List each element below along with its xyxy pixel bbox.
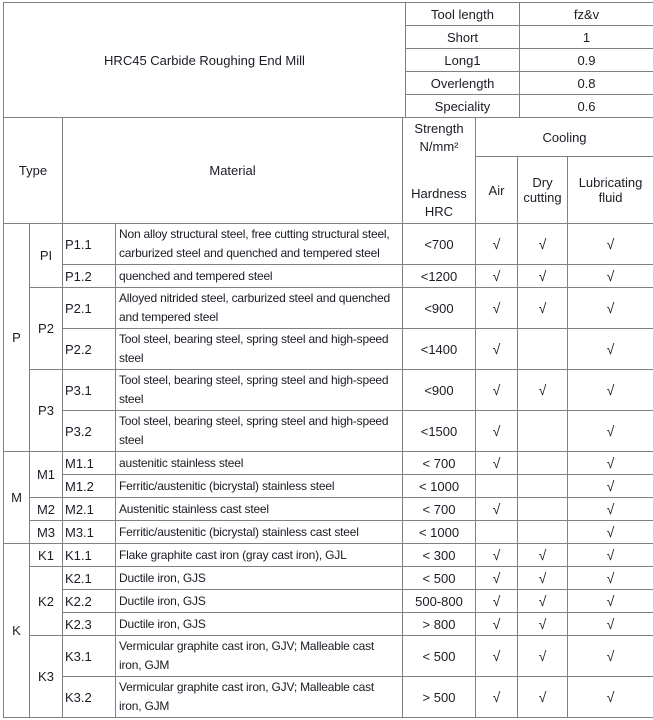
hardness-line2: HRC [404, 203, 474, 221]
material-table-body [4, 224, 653, 718]
dry-cutting-check-cell [518, 329, 568, 370]
table-row [4, 329, 653, 370]
strength-value-cell: <1200 [403, 265, 476, 288]
type-subgroup-cell: M3 [30, 521, 63, 544]
factor-value: 1 [520, 26, 653, 49]
type-code-cell: M1.2 [63, 475, 116, 498]
factor-value: 0.8 [520, 72, 653, 95]
dry-cutting-check-cell [518, 475, 568, 498]
dry-cutting-check-cell: √ [518, 636, 568, 677]
type-code-cell: P3.2 [63, 411, 116, 452]
table-row [4, 452, 653, 475]
air-check-cell: √ [476, 636, 518, 677]
dry-cutting-check-cell: √ [518, 590, 568, 613]
strength-value-cell: < 500 [403, 636, 476, 677]
type-subgroup-cell: M2 [30, 498, 63, 521]
factor-value: 0.9 [520, 49, 653, 72]
air-check-cell: √ [476, 613, 518, 636]
air-check-cell [476, 521, 518, 544]
header-row [4, 118, 653, 157]
type-code-cell: P1.2 [63, 265, 116, 288]
type-code-cell: M2.1 [63, 498, 116, 521]
strength-value-cell: <700 [403, 224, 476, 265]
type-subgroup-cell: M1 [30, 452, 63, 498]
tool-length-label: Speciality [406, 95, 520, 118]
material-cell: Tool steel, bearing steel, spring steel and high-speed steel [116, 411, 403, 452]
strength-value-cell: < 1000 [403, 475, 476, 498]
table-row [4, 677, 653, 718]
material-cell: Tool steel, bearing steel, spring steel and high-speed steel [116, 370, 403, 411]
table-row [4, 567, 653, 590]
air-check-cell: √ [476, 544, 518, 567]
dry-cutting-check-cell [518, 452, 568, 475]
material-cell: Flake graphite cast iron (gray cast iron), GJL [116, 544, 403, 567]
strength-value-cell: <900 [403, 370, 476, 411]
strength-value-cell: > 800 [403, 613, 476, 636]
type-group-cell: P [4, 224, 30, 452]
lubricating-check-cell: √ [568, 498, 653, 521]
strength-value-cell: > 500 [403, 677, 476, 718]
air-check-cell: √ [476, 265, 518, 288]
strength-hardness-header [403, 118, 476, 224]
lubricating-check-cell: √ [568, 567, 653, 590]
table-row [4, 224, 653, 265]
lubricating-check-cell: √ [568, 521, 653, 544]
lubricating-check-cell: √ [568, 452, 653, 475]
fzv-header: fz&v [520, 3, 653, 26]
dry-cutting-column-header: Dry cutting [518, 157, 568, 224]
dry-cutting-check-cell [518, 521, 568, 544]
air-check-cell: √ [476, 370, 518, 411]
material-cell: Ferritic/austenitic (bicrystal) stainless cast steel [116, 521, 403, 544]
product-title: HRC45 Carbide Roughing End Mill [4, 3, 406, 118]
table-row [4, 370, 653, 411]
table-row [4, 498, 653, 521]
type-code-cell: P2.1 [63, 288, 116, 329]
strength-line2: N/mm² [404, 138, 474, 156]
type-code-cell: K2.3 [63, 613, 116, 636]
lubricating-check-cell: √ [568, 613, 653, 636]
type-code-cell: K2.2 [63, 590, 116, 613]
table-row [4, 613, 653, 636]
table-row [4, 3, 653, 26]
hardness-label [404, 185, 474, 221]
type-code-cell: K3.1 [63, 636, 116, 677]
lubricating-check-cell: √ [568, 475, 653, 498]
material-cell: Alloyed nitrided steel, carburized steel and quenched and tempered steel [116, 288, 403, 329]
type-code-cell: P2.2 [63, 329, 116, 370]
material-cell: quenched and tempered steel [116, 265, 403, 288]
lubricating-check-cell: √ [568, 411, 653, 452]
material-cell: Austenitic stainless cast steel [116, 498, 403, 521]
type-subgroup-cell: PI [30, 224, 63, 288]
type-column-header: Type [4, 118, 63, 224]
strength-value-cell: <900 [403, 288, 476, 329]
dry-cutting-check-cell: √ [518, 288, 568, 329]
type-code-cell: K1.1 [63, 544, 116, 567]
dry-cutting-check-cell [518, 411, 568, 452]
material-cell: Tool steel, bearing steel, spring steel and high-speed steel [116, 329, 403, 370]
material-cell: Ferritic/austenitic (bicrystal) stainless steel [116, 475, 403, 498]
type-subgroup-cell: K3 [30, 636, 63, 718]
tool-length-label: Short [406, 26, 520, 49]
cooling-column-header: Cooling [476, 118, 653, 157]
strength-value-cell: <1500 [403, 411, 476, 452]
strength-hardness-stack [404, 120, 474, 221]
material-cell: Vermicular graphite cast iron, GJV; Malleable cast iron, GJM [116, 677, 403, 718]
air-check-cell [476, 475, 518, 498]
lubricating-check-cell: √ [568, 224, 653, 265]
air-check-cell: √ [476, 411, 518, 452]
type-code-cell: M1.1 [63, 452, 116, 475]
material-cell: Vermicular graphite cast iron, GJV; Malleable cast iron, GJM [116, 636, 403, 677]
dry-cutting-check-cell: √ [518, 224, 568, 265]
material-cell: Ductile iron, GJS [116, 613, 403, 636]
strength-label [404, 120, 474, 156]
lubricating-fluid-column-header: Lubricating fluid [568, 157, 653, 224]
type-subgroup-cell: P2 [30, 288, 63, 370]
table-row [4, 521, 653, 544]
type-subgroup-cell: P3 [30, 370, 63, 452]
dry-cutting-check-cell: √ [518, 677, 568, 718]
air-column-header: Air [476, 157, 518, 224]
dry-cutting-check-cell: √ [518, 370, 568, 411]
type-subgroup-cell: K1 [30, 544, 63, 567]
dry-cutting-check-cell: √ [518, 544, 568, 567]
lubricating-check-cell: √ [568, 265, 653, 288]
type-code-cell: K3.2 [63, 677, 116, 718]
material-cell: Ductile iron, GJS [116, 567, 403, 590]
table-row [4, 288, 653, 329]
air-check-cell: √ [476, 224, 518, 265]
type-subgroup-cell: K2 [30, 567, 63, 636]
lubricating-check-cell: √ [568, 590, 653, 613]
type-group-cell: K [4, 544, 30, 718]
strength-value-cell: < 700 [403, 498, 476, 521]
type-group-cell: M [4, 452, 30, 544]
air-check-cell: √ [476, 567, 518, 590]
table-row [4, 590, 653, 613]
air-check-cell: √ [476, 329, 518, 370]
type-code-cell: P3.1 [63, 370, 116, 411]
material-cell: Non alloy structural steel, free cutting structural steel, carburized steel and quenched and tempered steel [116, 224, 403, 265]
factor-value: 0.6 [520, 95, 653, 118]
lubricating-check-cell: √ [568, 288, 653, 329]
dry-cutting-check-cell: √ [518, 613, 568, 636]
table-row [4, 265, 653, 288]
tool-length-factor-table [3, 2, 653, 118]
strength-value-cell: 500-800 [403, 590, 476, 613]
table-row [4, 544, 653, 567]
type-code-cell: P1.1 [63, 224, 116, 265]
air-check-cell: √ [476, 452, 518, 475]
lubricating-check-cell: √ [568, 677, 653, 718]
strength-value-cell: < 700 [403, 452, 476, 475]
strength-line1: Strength [404, 120, 474, 138]
air-check-cell: √ [476, 498, 518, 521]
dry-cutting-check-cell: √ [518, 265, 568, 288]
lubricating-check-cell: √ [568, 370, 653, 411]
type-code-cell: K2.1 [63, 567, 116, 590]
tool-length-label: Overlength [406, 72, 520, 95]
air-check-cell: √ [476, 677, 518, 718]
strength-value-cell: < 1000 [403, 521, 476, 544]
lubricating-check-cell: √ [568, 544, 653, 567]
dry-cutting-check-cell [518, 498, 568, 521]
strength-value-cell: < 500 [403, 567, 476, 590]
type-code-cell: M3.1 [63, 521, 116, 544]
strength-value-cell: < 300 [403, 544, 476, 567]
lubricating-check-cell: √ [568, 636, 653, 677]
table-row [4, 411, 653, 452]
material-cell: austenitic stainless steel [116, 452, 403, 475]
air-check-cell: √ [476, 590, 518, 613]
tool-length-header: Tool length [406, 3, 520, 26]
table-row [4, 475, 653, 498]
air-check-cell: √ [476, 288, 518, 329]
strength-value-cell: <1400 [403, 329, 476, 370]
material-cell: Ductile iron, GJS [116, 590, 403, 613]
dry-cutting-check-cell: √ [518, 567, 568, 590]
material-column-header: Material [63, 118, 403, 224]
tool-length-label: Long1 [406, 49, 520, 72]
hardness-line1: Hardness [404, 185, 474, 203]
material-cooling-table [3, 117, 653, 718]
lubricating-check-cell: √ [568, 329, 653, 370]
table-row [4, 636, 653, 677]
